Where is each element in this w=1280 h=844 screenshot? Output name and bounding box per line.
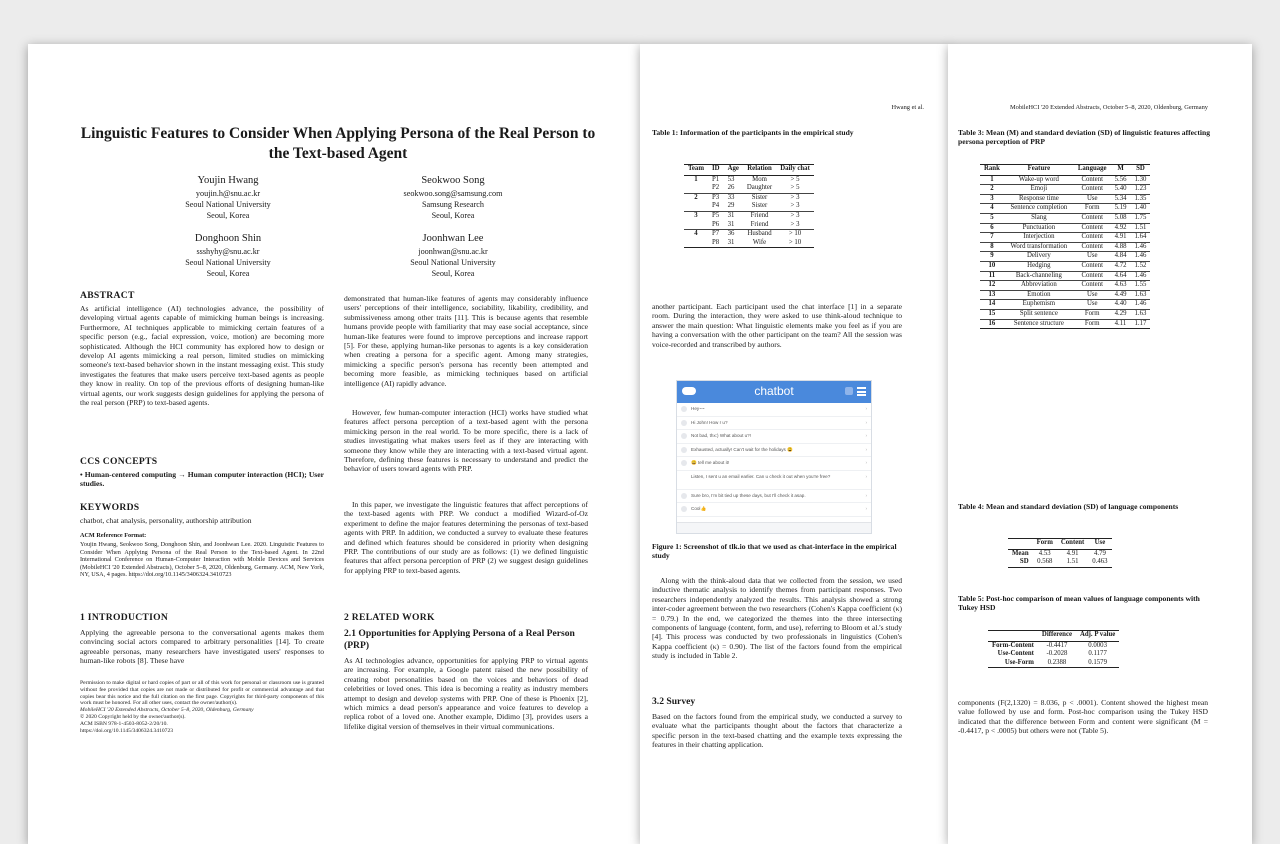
chat-message-text: Listen, I sent u an email earlier. Can u check it out when you're free? [691, 473, 831, 479]
table-cell: Interjection [1004, 233, 1074, 243]
table-cell: Delivery [1004, 252, 1074, 262]
table-cell: P1 [712, 175, 720, 183]
table-cell: Response time [1004, 194, 1074, 204]
table-row [980, 194, 1150, 204]
table-cell: Word transformation [1004, 242, 1074, 252]
table-header: M [1111, 165, 1131, 176]
acm-ref-heading: ACM Reference Format: [80, 532, 147, 539]
table-cell: Wife [743, 239, 776, 248]
table-cell: 4.40 [1111, 300, 1131, 310]
chevron-right-icon: › [865, 492, 867, 498]
survey-heading: 3.2 Survey [652, 696, 696, 707]
table-row [980, 242, 1150, 252]
table-cell: Form [1074, 204, 1111, 214]
table-cell: 13 [980, 290, 1004, 300]
table-3 [980, 164, 1150, 329]
table-cell: 4 [684, 230, 708, 239]
table-cell: 4.84 [1111, 252, 1131, 262]
acm-ref-text: Youjin Hwang, Seokwoo Song, Donghoon Shin, and Joonhwan Lee. 2020. Linguistic Features to Consider When Applying Persona of the Real Person to the Text-based Agent. In 22nd International Conference on Human-Computer Interaction with Mobile Devices and Services (MobileHCI '20 Extended Abstracts), October 5–8, 2020, Oldenburg, Germany. ACM, New York, NY, USA, 4 pages. https://doi.org/10.1145/3406324.3410723 [80, 541, 324, 579]
table-cell: Content [1074, 281, 1111, 291]
table-cell: P5 [708, 211, 724, 220]
table-cell: 11 [980, 271, 1004, 281]
table-cell: 4.64 [1111, 271, 1131, 281]
table-row [684, 175, 814, 184]
table-cell: Use-Form [988, 659, 1038, 668]
table-cell: > 5 [790, 175, 800, 183]
chat-message [677, 444, 871, 458]
table-cell: -0.2028 [1046, 650, 1068, 658]
avatar [681, 406, 687, 412]
footnote-venue: MobileHCI '20 Extended Abstracts, October 5–8, 2020, Oldenburg, Germany [80, 707, 254, 714]
author-affiliation: Samsung Research [421, 200, 485, 209]
table-row [980, 261, 1150, 271]
paper-title: Linguistic Features to Consider When Applying Persona of the Real Person to the Text-based Agent [80, 125, 596, 162]
author-location: Seoul, Korea [206, 269, 250, 278]
table-row [684, 184, 814, 193]
table-row [980, 252, 1150, 262]
table-cell: 53 [727, 175, 735, 183]
table-cell: Abbreviation [1004, 281, 1074, 291]
table-row [980, 300, 1150, 310]
table-header: Language [1074, 165, 1111, 176]
paper-page-2 [640, 44, 950, 844]
table-cell: Use-Content [997, 650, 1034, 658]
table-cell: Form-Content [992, 641, 1034, 649]
table-cell: 1.46 [1131, 300, 1151, 310]
table-cell: 2 [684, 193, 708, 202]
table-header: Form [1033, 539, 1057, 550]
table-cell: > 3 [790, 202, 800, 210]
table-cell: Slang [1004, 213, 1074, 223]
table-cell: Form [1074, 319, 1111, 329]
body-paragraph: Along with the think-aloud data that we collected from the session, we used inductive thematic analysis to identify themes from participant responses. Two researchers independently analyzed the results. This analysis showed a strong inter-coder agreement between the two researchers (Cohen's Kappa coefficient (κ) = 0.79.) In the end, we categorized the themes into the three intersecting components of language (content, form, and use), referring to Bloom et al.'s study [4]. This process was conducted by two professionals in linguistics (Cohen's Kappa coefficient (κ) = 0.90). The list of the factors found from the empirical study is included in Table 2. [652, 576, 902, 661]
chat-title: chatbot [754, 384, 794, 398]
footnote-doi: https://doi.org/10.1145/3406324.3410723 [80, 727, 174, 734]
chat-message-text: Sure bro, I'm bit tied up these days, but I'll check it asap. [691, 492, 806, 498]
table-header: Rank [980, 165, 1004, 176]
table-row [980, 204, 1150, 214]
table-cell: 4.53 [1038, 549, 1051, 557]
table-cell: 4.88 [1111, 242, 1131, 252]
table-cell: 1.51 [1131, 223, 1151, 233]
table-header: Age [724, 165, 743, 176]
table-cell: SD [1008, 558, 1033, 567]
table-cell: Mean [1012, 549, 1029, 557]
table-cell: Husband [743, 230, 776, 239]
table-row [980, 223, 1150, 233]
table-cell: 5.40 [1111, 185, 1131, 195]
table-cell: Content [1074, 271, 1111, 281]
table-cell: Content [1074, 233, 1111, 243]
table-cell: Form [1074, 309, 1111, 319]
table-cell: 5.08 [1111, 213, 1131, 223]
table-cell: Content [1074, 242, 1111, 252]
figure-1-caption: Figure 1: Screenshot of tlk.io that we used as chat-interface in the empirical study [652, 542, 897, 561]
table-cell: 1.63 [1131, 290, 1151, 300]
running-header: MobileHCI '20 Extended Abstracts, October 5–8, 2020, Oldenburg, Germany [1009, 104, 1208, 111]
table-header: Difference [1038, 631, 1076, 642]
table-cell: 2 [980, 185, 1004, 195]
table-row [684, 230, 814, 239]
avatar [681, 447, 687, 453]
menu-icon [857, 387, 866, 396]
table-row [684, 221, 814, 230]
table-cell: Friend [743, 211, 776, 220]
table-cell: P8 [708, 239, 724, 248]
author-block [148, 174, 308, 221]
table-cell: 4.79 [1093, 549, 1106, 557]
table-cell: Daughter [746, 184, 773, 192]
table-cell: 10 [980, 261, 1004, 271]
table-cell: 0.0003 [1088, 641, 1107, 649]
table-cell: Friend [750, 220, 769, 228]
chat-message [677, 471, 871, 490]
table-cell: 4.91 [1111, 233, 1131, 243]
footnote-isbn: ACM ISBN 978-1-4503-8052-2/20/10. [80, 720, 168, 727]
table-cell: 1.23 [1131, 185, 1151, 195]
table-row [684, 202, 814, 211]
table-cell: P3 [708, 193, 724, 202]
author-name: Seokwoo Song [421, 175, 485, 186]
table-cell: 4.63 [1111, 281, 1131, 291]
table-cell: 1.52 [1131, 261, 1151, 271]
table-cell: Use [1074, 252, 1111, 262]
table-cell: 12 [980, 281, 1004, 291]
table-cell: 5.19 [1111, 204, 1131, 214]
chevron-right-icon: › [865, 419, 867, 425]
table-cell: 0.2388 [1038, 659, 1076, 668]
table-cell: Use [1074, 300, 1111, 310]
table-row [980, 271, 1150, 281]
table-cell: 1.46 [1131, 252, 1151, 262]
introduction-text: Applying the agreeable persona to the conversational agents makes them convincing social actors compared to arbitrary personalities [14]. To create agreeable personas, many researchers have investigated users' responses to human-like robots [8]. These have [80, 628, 324, 666]
chevron-right-icon: › [865, 406, 867, 411]
table-row [980, 290, 1150, 300]
author-location: Seoul, Korea [431, 269, 475, 278]
table-header: Feature [1004, 165, 1074, 176]
table-cell: 4.29 [1111, 309, 1131, 319]
chat-message-text: Hi John! How r u? [691, 419, 728, 425]
table-cell: 5 [980, 213, 1004, 223]
table-row [1008, 558, 1112, 567]
table-cell: Punctuation [1004, 223, 1074, 233]
author-name: Youjin Hwang [197, 175, 259, 186]
table-cell [684, 239, 708, 248]
table-cell: 31 [724, 239, 743, 248]
table-cell: Sister [751, 202, 768, 210]
abstract-heading: ABSTRACT [80, 290, 135, 301]
table-row [980, 319, 1150, 329]
table-cell: 4.72 [1111, 261, 1131, 271]
table-cell: > 10 [776, 230, 814, 239]
chat-message [677, 503, 871, 517]
chevron-right-icon: › [865, 473, 867, 479]
table-cell: > 3 [790, 220, 800, 228]
author-affiliation: Seoul National University [185, 258, 271, 267]
table-cell: 16 [980, 319, 1004, 329]
table-1 [684, 164, 814, 248]
chat-message [677, 403, 871, 417]
chat-message-text: 😄 tell me about it! [691, 460, 730, 465]
table-cell: P2 [712, 184, 720, 192]
introduction-heading: 1 INTRODUCTION [80, 612, 169, 623]
table-cell: 1.30 [1134, 175, 1147, 183]
table-header [1008, 539, 1033, 550]
ccs-text: • Human-centered computing → Human computer interaction (HCI); User studies. [80, 470, 324, 489]
related-work-text: As AI technologies advance, opportunities for applying PRP to virtual agents are increasing. For example, a Google patent raised the new possibility of creating robot personalities based on the voices and behaviors of dead celebrities or loved ones. This idea is becoming a reality as industry members attempt to design and develop systems with PRP. One of these is Phoenix [2], which mimics a dead person's appearance and voice features to develop a replica robot of a loved one. Another example, Didimo [3], provides users a lifelike digital version of themselves in their virtual communications. [344, 656, 588, 731]
chat-message [677, 490, 871, 504]
table-cell: Sentence structure [1004, 319, 1074, 329]
table-cell: 1.17 [1131, 319, 1151, 329]
table-5 [988, 630, 1119, 668]
chat-message-text: Hey~~ [691, 406, 705, 411]
author-name: Joonhwan Lee [422, 233, 484, 244]
table-cell: 26 [727, 184, 735, 192]
footnote-permission: Permission to make digital or hard copies of part or all of this work for personal or classroom use is granted without fee provided that copies are not made or distributed for profit or commercial advantage and that copies bear this notice and the full citation on the first page. Copyrights for third-party components of this work must be honored. For all other uses, contact the owner/author(s). [80, 680, 324, 707]
abstract-text: As artificial intelligence (AI) technologies advance, the possibility of developing virtual agents capable of mimicking human beings is increasing. Furthermore, AI techniques applicable to mimicking certain features of a specific person (e.g., facial expression, voice, motion) are becoming more sophisticated. Although the HCI community has explored how to design or develop AI agents mimicking a real person, limited studies on mimicking someone's text-based behavior shown in the instant messaging exist. This study investigates the features that make users perceive text-based agents as people they know in reality. On top of the previous efforts of designing human-like virtual agents, our work suggests design guidelines for applying the persona of the real person (PRP) to text-based agents. [80, 304, 324, 408]
table-cell: 31 [727, 220, 735, 228]
table-cell: 14 [980, 300, 1004, 310]
table-cell: 5.56 [1114, 175, 1127, 183]
keywords-heading: KEYWORDS [80, 502, 140, 513]
author-email: joonhwan@snu.ac.kr [418, 247, 488, 256]
table-row [980, 213, 1150, 223]
author-name: Donghoon Shin [194, 233, 262, 244]
author-affiliation: Seoul National University [410, 258, 496, 267]
avatar [681, 493, 687, 499]
table-cell: 1.46 [1131, 271, 1151, 281]
chat-input [677, 522, 871, 533]
table-cell [684, 202, 708, 211]
paper-page-1 [28, 44, 640, 844]
table-cell: Use [1074, 290, 1111, 300]
table-cell: 1.51 [1057, 558, 1088, 567]
table-cell: Sentence completion [1004, 204, 1074, 214]
table-cell: 1.64 [1131, 233, 1151, 243]
table-header: Daily chat [776, 165, 814, 176]
table-cell: 3 [980, 194, 1004, 204]
table-cell: Split sentence [1004, 309, 1074, 319]
table-cell [684, 221, 708, 230]
chat-message-text: Cool👍 [691, 506, 707, 511]
table-header: Relation [743, 165, 776, 176]
table-row [988, 641, 1119, 650]
avatar [681, 506, 687, 512]
table-header: Adj. P value [1076, 631, 1119, 642]
table-cell: Content [1074, 223, 1111, 233]
author-email: seokwoo.song@samsung.com [403, 189, 503, 198]
avatar [681, 433, 687, 439]
table-row [684, 239, 814, 248]
table-cell: Hedging [1004, 261, 1074, 271]
body-paragraph: However, few human-computer interaction (HCI) works have studied what features affect persona perception of a text-based agent with the persona mimicking person in the real world. To be more specific, there is a lack of studies investigating what makes users feel as if they are interacting with someone they know while they are interacting with a text-based virtual agent. Therefore, defining these features is necessary to understand and predict the behavior of users toward agents with PRP. [344, 408, 588, 474]
table-cell: Content [1074, 185, 1111, 195]
author-email: youjin.h@snu.ac.kr [195, 189, 261, 198]
table-cell: 8 [980, 242, 1004, 252]
table-header: Use [1088, 539, 1111, 550]
table-cell: 4.11 [1111, 319, 1131, 329]
table-cell: 15 [980, 309, 1004, 319]
table-cell: 4.91 [1066, 549, 1079, 557]
body-paragraph: components (F(2,1320) = 8.036, p < .0001). Content showed the highest mean value followed by use and form. Post-hoc comparison using the Tukey HSD indicated that the difference between Form and content were significant (M = -0.4417, p < .0005) but others were not (Table 5). [958, 698, 1208, 736]
chevron-right-icon: › [865, 446, 867, 452]
table-cell: > 10 [776, 239, 814, 248]
badge-icon [845, 387, 853, 395]
table-cell: 1.35 [1131, 194, 1151, 204]
table-row [988, 650, 1119, 659]
author-location: Seoul, Korea [206, 211, 250, 220]
table-row [684, 211, 814, 220]
table-header: Team [684, 165, 708, 176]
table-cell: -0.4417 [1046, 641, 1068, 649]
table-header [988, 631, 1038, 642]
author-email: ssshyhy@snu.ac.kr [196, 247, 260, 256]
table-cell: Sister [743, 193, 776, 202]
body-paragraph: another participant. Each participant used the chat interface [1] in a separate room. During the interaction, they were asked to use think-aloud technique to answer the main question: What linguistic elements make you feel as if you are having a conversation with the other participant on the team? All the session was voice-recorded and transcribed by authors. [652, 302, 902, 349]
author-block [148, 232, 308, 279]
body-paragraph: Based on the factors found from the empirical study, we conducted a survey to evaluate what the participants thought about the factors that characterize a specific person in the text-based chatting and the example texts expressing the features in their chatting application. [652, 712, 902, 750]
table-cell: Mom [752, 175, 767, 183]
table-cell: Content [1081, 175, 1103, 183]
table-cell [684, 184, 708, 193]
table-cell: 7 [980, 233, 1004, 243]
table-row [980, 185, 1150, 195]
table-cell: 6 [980, 223, 1004, 233]
body-paragraph: demonstrated that human-like features of agents may considerably influence users' perceptions of their intelligence, sociability, likability, credibility, and submissiveness among other traits [11]. This is because agents that resemble humans provide people with familiarity that may ease social acceptance, since human-like features were found to improve perceptions and increase rapport [5]. For these, applying human-like personas to agents is a key consideration when creating a persona for a specific agent. Among many strategies, mimicking a specific person's persona has recently been attempted and becoming more feasible, as mimicking techniques based on artificial intelligence (AI) rapidly advance. [344, 294, 588, 388]
avatar [681, 420, 687, 426]
table-cell: Euphemism [1004, 300, 1074, 310]
table-row [980, 233, 1150, 243]
table-3-caption: Table 3: Mean (M) and standard deviation (SD) of linguistic features affecting persona perception of PRP [958, 128, 1211, 147]
table-row [980, 175, 1150, 185]
chat-message [677, 457, 871, 471]
table-cell: Emotion [1004, 290, 1074, 300]
table-cell: 4.49 [1111, 290, 1131, 300]
table-cell: 1.75 [1131, 213, 1151, 223]
table-row [684, 193, 814, 202]
table-cell: Content [1074, 261, 1111, 271]
chat-message-text: Not bad, thx:) What about u?! [691, 433, 752, 438]
table-header: ID [708, 165, 724, 176]
table-row [980, 281, 1150, 291]
table-cell: P7 [708, 230, 724, 239]
paper-page-3 [948, 44, 1252, 844]
table-4-caption: Table 4: Mean and standard deviation (SD) of language components [958, 502, 1179, 511]
table-cell: 1 [694, 175, 698, 183]
chevron-right-icon: › [865, 506, 867, 511]
table-cell: P4 [712, 202, 720, 210]
table-cell: 4.92 [1111, 223, 1131, 233]
table-header: Content [1057, 539, 1088, 550]
footnote-copyright: © 2020 Copyright held by the owner/author(s). [80, 713, 186, 720]
table-cell: Emoji [1004, 185, 1074, 195]
table-1-caption: Table 1: Information of the participants in the empirical study [652, 128, 854, 137]
table-cell: 0.1579 [1076, 659, 1119, 668]
chat-screenshot-figure [676, 380, 872, 534]
author-affiliation: Seoul National University [185, 200, 271, 209]
table-cell: 31 [724, 211, 743, 220]
related-work-heading: 2 RELATED WORK [344, 612, 435, 623]
chat-message [677, 417, 871, 431]
table-cell: 36 [724, 230, 743, 239]
table-cell: P6 [712, 220, 720, 228]
chevron-right-icon: › [865, 460, 867, 465]
table-cell: 0.1177 [1088, 650, 1107, 658]
table-cell: 33 [724, 193, 743, 202]
table-header: SD [1131, 165, 1151, 176]
table-cell: > 5 [790, 184, 800, 192]
table-cell: Content [1074, 213, 1111, 223]
ccs-heading: CCS CONCEPTS [80, 456, 158, 467]
table-row [988, 659, 1119, 668]
table-cell: 1.63 [1131, 309, 1151, 319]
table-cell: Wake-up word [1018, 175, 1059, 183]
table-cell: Back-channeling [1004, 271, 1074, 281]
body-paragraph: In this paper, we investigate the linguistic features that affect perceptions of the text-based agents with PRP. We conduct a modified Wizard-of-Oz experiment to define the major features determining the personas of text-based agents with PRP. In addition, we conducted a survey to evaluate these features and defined which features should be considered in priority when designing PRP. The contributions of our study are as follows: (1) we defined linguistic features that affect persona perception of PRP (2) we suggest design guidelines for applying PRP to text-based agents. [344, 500, 588, 575]
chat-message [677, 430, 871, 444]
table-cell: 1 [990, 175, 994, 183]
table-row [1008, 549, 1112, 558]
chevron-right-icon: › [865, 433, 867, 438]
table-cell: 1.46 [1131, 242, 1151, 252]
table-row [980, 309, 1150, 319]
keywords-text: chatbot, chat analysis, personality, authorship attribution [80, 516, 252, 525]
avatar [681, 460, 687, 466]
author-block [368, 174, 538, 221]
running-header: Hwang et al. [891, 104, 924, 111]
table-5-caption: Table 5: Post-hoc comparison of mean values of language components with Tukey HSD [958, 594, 1200, 613]
table-cell: 0.463 [1088, 558, 1111, 567]
table-cell: 1.55 [1131, 281, 1151, 291]
table-cell: 0.568 [1033, 558, 1057, 567]
table-cell: 1.40 [1131, 204, 1151, 214]
chat-message-text: Exhausted, actually! Can't wait for the holidays 😩 [691, 446, 793, 452]
table-cell: 4 [980, 204, 1004, 214]
table-cell: Use [1074, 194, 1111, 204]
table-cell: 29 [727, 202, 735, 210]
table-cell: 3 [684, 211, 708, 220]
table-4 [1008, 538, 1112, 568]
chat-header-bar [677, 381, 871, 403]
table-cell: 5.34 [1111, 194, 1131, 204]
table-cell: > 3 [776, 193, 814, 202]
related-work-subheading: 2.1 Opportunities for Applying Persona of a Real Person (PRP) [344, 628, 575, 651]
author-location: Seoul, Korea [431, 211, 475, 220]
table-cell: 9 [980, 252, 1004, 262]
author-block [368, 232, 538, 279]
copyright-footnote [80, 680, 324, 734]
table-cell: > 3 [776, 211, 814, 220]
